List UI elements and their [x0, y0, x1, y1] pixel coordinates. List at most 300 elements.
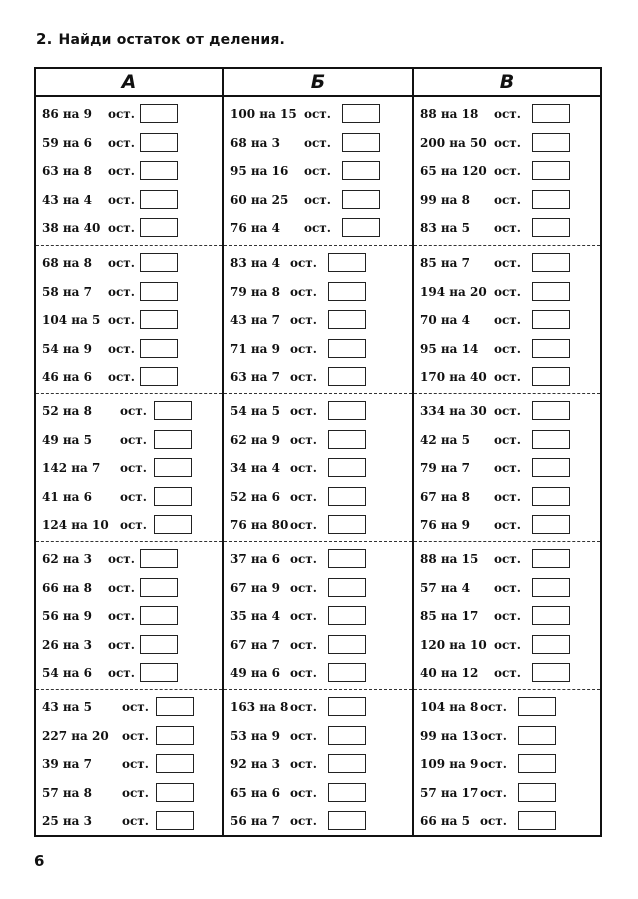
answer-box[interactable]	[140, 104, 178, 123]
problem-group	[414, 245, 600, 393]
remainder-label: ост.	[290, 284, 317, 299]
division-expression: 86 на 9	[42, 107, 92, 121]
answer-box[interactable]	[328, 430, 366, 449]
problem-row	[224, 750, 412, 778]
answer-box[interactable]	[140, 549, 178, 568]
problem-row	[36, 511, 222, 539]
answer-box[interactable]	[140, 339, 178, 358]
problem-group	[414, 97, 600, 245]
division-expression: 124 на 10	[42, 518, 109, 532]
division-expression: 170 на 40	[420, 370, 487, 384]
answer-box[interactable]	[342, 104, 380, 123]
remainder-label: ост.	[108, 256, 135, 270]
answer-box[interactable]	[140, 367, 178, 386]
problem-row	[224, 631, 412, 659]
problem-group	[36, 245, 222, 393]
problem-row	[224, 186, 412, 214]
answer-box[interactable]	[154, 458, 192, 477]
problem-row	[224, 807, 412, 835]
problem-row	[224, 363, 412, 391]
answer-box[interactable]	[518, 811, 556, 830]
division-expression: 60 на 25	[230, 192, 289, 207]
problem-row	[36, 278, 222, 306]
division-expression: 49 на 6	[230, 666, 280, 680]
division-expression: 66 на 5	[420, 814, 470, 828]
answer-box[interactable]	[328, 635, 366, 654]
remainder-label: ост.	[290, 637, 317, 652]
division-expression: 76 на 4	[230, 221, 280, 235]
division-expression: 62 на 3	[42, 552, 92, 566]
exercise-table	[34, 67, 602, 837]
remainder-label: ост.	[290, 580, 317, 595]
answer-box[interactable]	[518, 697, 556, 716]
problem-row	[36, 722, 222, 750]
answer-box[interactable]	[532, 578, 570, 597]
division-expression: 79 на 7	[420, 461, 470, 475]
page-number: 6	[34, 852, 45, 870]
problem-group	[224, 245, 412, 393]
remainder-label: ост.	[290, 609, 317, 623]
problem-row	[414, 157, 600, 185]
remainder-label: ост.	[480, 757, 507, 771]
answer-box[interactable]	[328, 606, 366, 625]
division-expression: 85 на 17	[420, 609, 479, 623]
problem-group	[414, 541, 600, 689]
division-expression: 35 на 4	[230, 609, 280, 623]
division-expression: 88 на 18	[420, 107, 479, 121]
remainder-label: ост.	[290, 256, 317, 270]
problem-group	[36, 97, 222, 245]
remainder-label: ост.	[480, 728, 507, 743]
remainder-label: ост.	[120, 432, 147, 447]
remainder-label: ост.	[108, 221, 135, 235]
answer-box[interactable]	[532, 635, 570, 654]
division-expression: 85 на 7	[420, 256, 470, 270]
answer-box[interactable]	[532, 487, 570, 506]
problem-row	[414, 693, 600, 721]
problem-row	[414, 807, 600, 835]
remainder-label: ост.	[120, 404, 147, 418]
task-text: Найди остаток от деления.	[58, 32, 286, 48]
answer-box[interactable]	[140, 606, 178, 625]
answer-box[interactable]	[154, 487, 192, 506]
remainder-label: ост.	[494, 580, 521, 595]
remainder-label: ост.	[290, 785, 317, 800]
division-expression: 58 на 7	[42, 284, 92, 299]
problem-row	[414, 278, 600, 306]
division-expression: 120 на 10	[420, 637, 487, 652]
answer-box[interactable]	[154, 515, 192, 534]
remainder-label: ост.	[108, 666, 135, 680]
division-expression: 227 на 20	[42, 728, 109, 743]
remainder-label: ост.	[122, 814, 149, 828]
problem-row	[36, 335, 222, 363]
remainder-label: ост.	[108, 580, 135, 595]
division-expression: 76 на 9	[420, 518, 470, 532]
problem-row	[36, 574, 222, 602]
division-expression: 43 на 4	[42, 192, 92, 207]
problem-row	[36, 306, 222, 334]
problem-row	[224, 249, 412, 277]
problem-row	[414, 545, 600, 573]
answer-box[interactable]	[140, 253, 178, 272]
remainder-label: ост.	[494, 256, 521, 270]
remainder-label: ост.	[108, 107, 135, 121]
remainder-label: ост.	[120, 518, 147, 532]
answer-box[interactable]	[342, 133, 380, 152]
remainder-label: ост.	[304, 135, 331, 150]
division-expression: 83 на 5	[420, 221, 470, 235]
remainder-label: ост.	[290, 700, 317, 714]
division-expression: 92 на 3	[230, 757, 280, 771]
remainder-label: ост.	[290, 518, 317, 532]
division-expression: 142 на 7	[42, 461, 101, 475]
remainder-label: ост.	[494, 370, 521, 384]
problem-group	[36, 689, 222, 837]
column-header: А	[36, 69, 222, 97]
remainder-label: ост.	[108, 135, 135, 150]
problem-row	[36, 214, 222, 242]
column-b	[224, 69, 414, 835]
problem-row	[224, 100, 412, 128]
problem-row	[36, 157, 222, 185]
answer-box[interactable]	[328, 726, 366, 745]
problem-row	[224, 397, 412, 425]
problem-row	[224, 693, 412, 721]
division-expression: 42 на 5	[420, 432, 470, 447]
remainder-label: ост.	[290, 461, 317, 475]
answer-box[interactable]	[328, 282, 366, 301]
answer-box[interactable]	[140, 578, 178, 597]
problem-row	[414, 100, 600, 128]
answer-box[interactable]	[342, 190, 380, 209]
answer-box[interactable]	[532, 458, 570, 477]
division-expression: 34 на 4	[230, 461, 280, 475]
remainder-label: ост.	[494, 666, 521, 680]
answer-box[interactable]	[140, 282, 178, 301]
problem-row	[224, 454, 412, 482]
division-expression: 56 на 7	[230, 814, 280, 828]
problem-row	[36, 186, 222, 214]
answer-box[interactable]	[328, 515, 366, 534]
division-expression: 52 на 8	[42, 404, 92, 418]
problem-row	[224, 779, 412, 807]
remainder-label: ост.	[108, 192, 135, 207]
division-expression: 63 на 7	[230, 370, 280, 384]
remainder-label: ост.	[494, 107, 521, 121]
problem-row	[414, 722, 600, 750]
answer-box[interactable]	[518, 783, 556, 802]
answer-box[interactable]	[518, 726, 556, 745]
problem-row	[224, 426, 412, 454]
answer-box[interactable]	[328, 754, 366, 773]
column-header: В	[414, 69, 600, 97]
answer-box[interactable]	[328, 458, 366, 477]
answer-box[interactable]	[154, 401, 192, 420]
division-expression: 76 на 80	[230, 518, 289, 532]
remainder-label: ост.	[290, 404, 317, 418]
answer-box[interactable]	[156, 697, 194, 716]
remainder-label: ост.	[108, 164, 135, 178]
column-header: Б	[224, 69, 412, 97]
remainder-label: ост.	[480, 700, 507, 714]
answer-box[interactable]	[532, 253, 570, 272]
division-expression: 95 на 14	[420, 341, 479, 356]
problem-row	[414, 363, 600, 391]
division-expression: 104 на 5	[42, 313, 101, 327]
division-expression: 79 на 8	[230, 284, 280, 299]
remainder-label: ост.	[290, 489, 317, 504]
answer-box[interactable]	[156, 726, 194, 745]
answer-box[interactable]	[532, 430, 570, 449]
remainder-label: ост.	[290, 341, 317, 356]
answer-box[interactable]	[532, 663, 570, 682]
answer-box[interactable]	[154, 430, 192, 449]
division-expression: 54 на 6	[42, 666, 92, 680]
answer-box[interactable]	[532, 606, 570, 625]
problem-row	[36, 397, 222, 425]
answer-box[interactable]	[328, 253, 366, 272]
remainder-label: ост.	[494, 461, 521, 475]
answer-box[interactable]	[328, 783, 366, 802]
problem-row	[414, 631, 600, 659]
remainder-label: ост.	[290, 666, 317, 680]
answer-box[interactable]	[532, 549, 570, 568]
remainder-label: ост.	[290, 757, 317, 771]
remainder-label: ост.	[494, 192, 521, 207]
division-expression: 65 на 6	[230, 785, 280, 800]
answer-box[interactable]	[342, 161, 380, 180]
problem-row	[36, 426, 222, 454]
division-expression: 53 на 9	[230, 728, 280, 743]
answer-box[interactable]	[532, 218, 570, 237]
problem-row	[36, 750, 222, 778]
answer-box[interactable]	[532, 367, 570, 386]
remainder-label: ост.	[304, 192, 331, 207]
answer-box[interactable]	[532, 339, 570, 358]
answer-box[interactable]	[532, 161, 570, 180]
division-expression: 41 на 6	[42, 489, 92, 504]
problem-row	[36, 249, 222, 277]
division-expression: 25 на 3	[42, 814, 92, 828]
problem-row	[414, 750, 600, 778]
division-expression: 70 на 4	[420, 313, 470, 327]
remainder-label: ост.	[108, 341, 135, 356]
answer-box[interactable]	[140, 635, 178, 654]
division-expression: 88 на 15	[420, 552, 479, 566]
problem-group	[414, 689, 600, 837]
problem-row	[224, 545, 412, 573]
remainder-label: ост.	[480, 785, 507, 800]
remainder-label: ост.	[494, 518, 521, 532]
problem-group	[224, 689, 412, 837]
remainder-label: ост.	[494, 404, 521, 418]
problem-group	[414, 393, 600, 541]
answer-box[interactable]	[532, 282, 570, 301]
answer-box[interactable]	[342, 218, 380, 237]
division-expression: 163 на 8	[230, 700, 289, 714]
division-expression: 67 на 7	[230, 637, 280, 652]
answer-box[interactable]	[532, 515, 570, 534]
division-expression: 67 на 8	[420, 489, 470, 504]
remainder-label: ост.	[290, 313, 317, 327]
division-expression: 104 на 8	[420, 700, 479, 714]
division-expression: 39 на 7	[42, 757, 92, 771]
remainder-label: ост.	[290, 814, 317, 828]
answer-box[interactable]	[156, 754, 194, 773]
division-expression: 57 на 4	[420, 580, 470, 595]
problem-row	[224, 214, 412, 242]
division-expression: 99 на 13	[420, 728, 479, 743]
remainder-label: ост.	[122, 700, 149, 714]
task-number: 2.	[36, 30, 53, 48]
division-expression: 49 на 5	[42, 432, 92, 447]
problem-row	[36, 129, 222, 157]
remainder-label: ост.	[122, 757, 149, 771]
division-expression: 109 на 9	[420, 757, 479, 771]
problem-row	[36, 779, 222, 807]
division-expression: 68 на 8	[42, 256, 92, 270]
answer-box[interactable]	[140, 133, 178, 152]
problem-row	[36, 100, 222, 128]
problem-row	[224, 306, 412, 334]
answer-box[interactable]	[328, 487, 366, 506]
answer-box[interactable]	[140, 218, 178, 237]
problem-row	[36, 602, 222, 630]
answer-box[interactable]	[532, 401, 570, 420]
problem-row	[224, 483, 412, 511]
problem-group	[224, 97, 412, 245]
problem-row	[414, 249, 600, 277]
problem-row	[36, 483, 222, 511]
division-expression: 26 на 3	[42, 637, 92, 652]
division-expression: 57 на 8	[42, 785, 92, 800]
problem-group	[224, 541, 412, 689]
remainder-label: ост.	[290, 432, 317, 447]
problem-row	[414, 306, 600, 334]
division-expression: 83 на 4	[230, 256, 280, 270]
answer-box[interactable]	[328, 401, 366, 420]
problem-row	[414, 574, 600, 602]
answer-box[interactable]	[532, 104, 570, 123]
answer-box[interactable]	[328, 310, 366, 329]
remainder-label: ост.	[494, 489, 521, 504]
remainder-label: ост.	[122, 785, 149, 800]
problem-row	[224, 574, 412, 602]
division-expression: 99 на 8	[420, 192, 470, 207]
problem-row	[414, 129, 600, 157]
answer-box[interactable]	[328, 339, 366, 358]
answer-box[interactable]	[328, 549, 366, 568]
answer-box[interactable]	[328, 663, 366, 682]
problem-group	[36, 541, 222, 689]
division-expression: 38 на 40	[42, 221, 101, 235]
remainder-label: ост.	[494, 552, 521, 566]
remainder-label: ост.	[120, 489, 147, 504]
remainder-label: ост.	[290, 370, 317, 384]
answer-box[interactable]	[328, 367, 366, 386]
remainder-label: ост.	[494, 221, 521, 235]
answer-box[interactable]	[328, 697, 366, 716]
problem-row	[224, 335, 412, 363]
problem-row	[36, 807, 222, 835]
remainder-label: ост.	[494, 135, 521, 150]
problem-row	[36, 454, 222, 482]
answer-box[interactable]	[140, 663, 178, 682]
problem-row	[414, 214, 600, 242]
answer-box[interactable]	[156, 783, 194, 802]
division-expression: 200 на 50	[420, 135, 487, 150]
answer-box[interactable]	[532, 190, 570, 209]
problem-row	[414, 426, 600, 454]
remainder-label: ост.	[108, 637, 135, 652]
problem-group	[36, 393, 222, 541]
division-expression: 62 на 9	[230, 432, 280, 447]
remainder-label: ост.	[494, 313, 521, 327]
division-expression: 52 на 6	[230, 489, 280, 504]
problem-row	[414, 454, 600, 482]
remainder-label: ост.	[290, 728, 317, 743]
problem-row	[224, 659, 412, 687]
answer-box[interactable]	[328, 811, 366, 830]
remainder-label: ост.	[494, 609, 521, 623]
division-expression: 68 на 3	[230, 135, 280, 150]
remainder-label: ост.	[108, 284, 135, 299]
problem-row	[414, 659, 600, 687]
answer-box[interactable]	[140, 161, 178, 180]
remainder-label: ост.	[120, 461, 147, 475]
remainder-label: ост.	[108, 370, 135, 384]
division-expression: 194 на 20	[420, 284, 487, 299]
division-expression: 65 на 120	[420, 164, 487, 178]
division-expression: 57 на 17	[420, 785, 479, 800]
division-expression: 56 на 9	[42, 609, 92, 623]
problem-row	[414, 335, 600, 363]
remainder-label: ост.	[304, 164, 331, 178]
division-expression: 43 на 7	[230, 313, 280, 327]
problem-row	[414, 511, 600, 539]
problem-row	[224, 157, 412, 185]
remainder-label: ост.	[108, 609, 135, 623]
answer-box[interactable]	[532, 310, 570, 329]
problem-row	[224, 278, 412, 306]
division-expression: 67 на 9	[230, 580, 280, 595]
answer-box[interactable]	[140, 190, 178, 209]
remainder-label: ост.	[494, 284, 521, 299]
answer-box[interactable]	[328, 578, 366, 597]
answer-box[interactable]	[156, 811, 194, 830]
answer-box[interactable]	[532, 133, 570, 152]
division-expression: 59 на 6	[42, 135, 92, 150]
remainder-label: ост.	[494, 164, 521, 178]
division-expression: 46 на 6	[42, 370, 92, 384]
problem-row	[36, 659, 222, 687]
division-expression: 37 на 6	[230, 552, 280, 566]
division-expression: 63 на 8	[42, 164, 92, 178]
remainder-label: ост.	[304, 221, 331, 235]
problem-row	[36, 631, 222, 659]
problem-group	[224, 393, 412, 541]
answer-box[interactable]	[140, 310, 178, 329]
answer-box[interactable]	[518, 754, 556, 773]
remainder-label: ост.	[290, 552, 317, 566]
column-a	[36, 69, 224, 835]
division-expression: 54 на 5	[230, 404, 280, 418]
division-expression: 334 на 30	[420, 404, 487, 418]
division-expression: 43 на 5	[42, 700, 92, 714]
problem-row	[224, 511, 412, 539]
division-expression: 71 на 9	[230, 341, 280, 356]
